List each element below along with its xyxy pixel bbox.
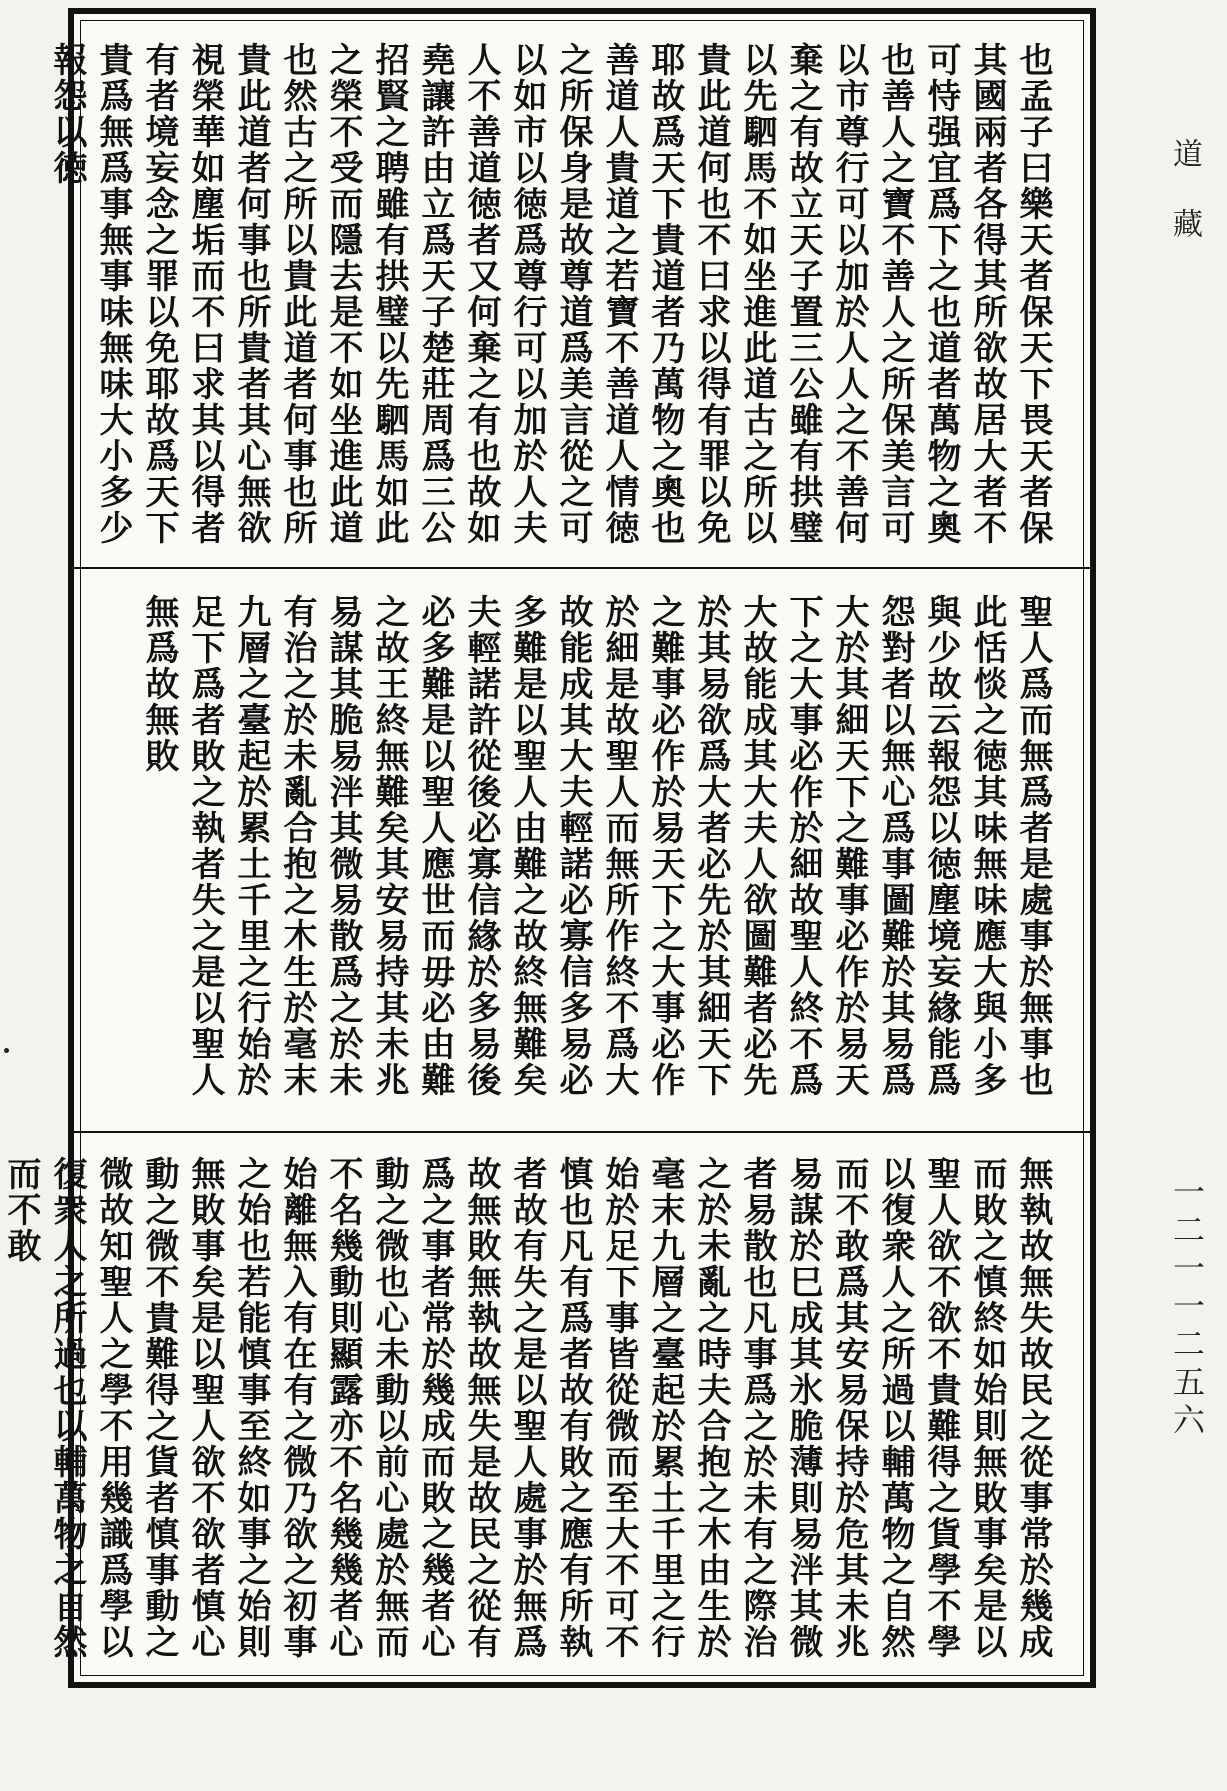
page-number: 一二一一二五六 — [1168, 1175, 1206, 1441]
text-block-upper — [47, 42, 1056, 552]
text-block-lower-content: 無執故無失故民之從事常於幾成而敗之慎終如始則無敗事矣是以聖人欲不欲不貴難得之貨學不學以復衆人之所過以輔萬物之自然而不敢爲其安易保持於危其未兆易謀於巳成其氷脆薄則易泮其微者易散也凡事爲之於未有之際治之於未亂之時夫合抱之木由生於毫末九層之臺起於累土千里之行始於足下事皆從微而至大不可不慎也凡有爲者故有敗之應有所執者故有失之是以聖人處事於無爲故無敗無執故無失是故民之從有爲之事者常於幾成而敗之幾者心動之微也心未動以前心處於無而不名幾動則顯露亦不名幾幾者心始離無入有在有之微乃欲之初事之始也若能慎事至終如事之始則無敗事矣是以聖人欲不欲者慎心動之微不貴難得之貨者慎事動之微故知聖人之學不用幾識爲學以復衆人之所過也以輔萬物之自然而不敢 — [1, 1156, 1053, 1660]
text-block-middle — [106, 594, 1056, 1114]
register-divider-lower — [74, 1131, 1090, 1133]
text-block-middle-content: 聖人爲而無爲者是處事於無事也此恬惔之徳其味無味應大與小多與少故云報怨以徳塵境妄緣能爲怨對者以無心爲事圖難於其易爲大於其細天下之難事必作於易天下之大事必作於細故聖人終不爲大故能成其大夫人欲圖難者必先於其易欲爲大者必先於其細天下之難事必作於易天下之大事必作於細是故聖人而無所作終不爲大故能成其大夫輕諾必寡信多易必多難是以聖人由難之故終無難矣夫輕諾許從後必寡信緣於多易後必多難是以聖人應世而毋必由難之故王終無難矣其安易持其未兆易謀其脆易泮其微易散爲之於未有治之於未亂合抱之木生於毫末九層之臺起於累土千里之行始於足下爲者敗之執者失之是以聖人無爲故無敗 — [139, 594, 1053, 1098]
text-block-lower — [1, 1156, 1056, 1676]
collection-label-dao: 道 — [1167, 138, 1202, 168]
register-divider-upper — [74, 567, 1090, 569]
text-frame — [1, 8, 1096, 1688]
collection-label-zang: 藏 — [1167, 208, 1202, 238]
text-block-upper-content: 也孟子曰樂天者保天下畏天者保其國兩者各得其所欲故居大者不可恃强宜爲下之也道者萬物之奧也善人之寶不善人之所保美言可以市尊行可以加於人人之不善何棄之有故立天子置三公雖有拱璧以先駟馬不如坐進此道古之所以貴此道何也不曰求以得有罪以免耶故爲天下貴道者乃萬物之奧也善道人貴道之若寶不善道人情徳之所保身是故尊道爲美言從之可以如市以徳爲尊行可以加於人夫人不善道徳者又何棄之有也故如堯讓許由立爲天子楚莊周爲三公招賢之聘雖有拱璧以先駟馬如此之榮不受而隱去是不如坐進此道也然古之所以貴此道者何事也所貴此道者何事也所貴者其心無欲視榮華如塵垢而不曰求其以得者有者境妄念之罪以免耶故爲天下貴爲無爲事無事味無味大小多少報怨以徳 — [47, 42, 1053, 546]
margin-mark — [4, 1048, 9, 1053]
